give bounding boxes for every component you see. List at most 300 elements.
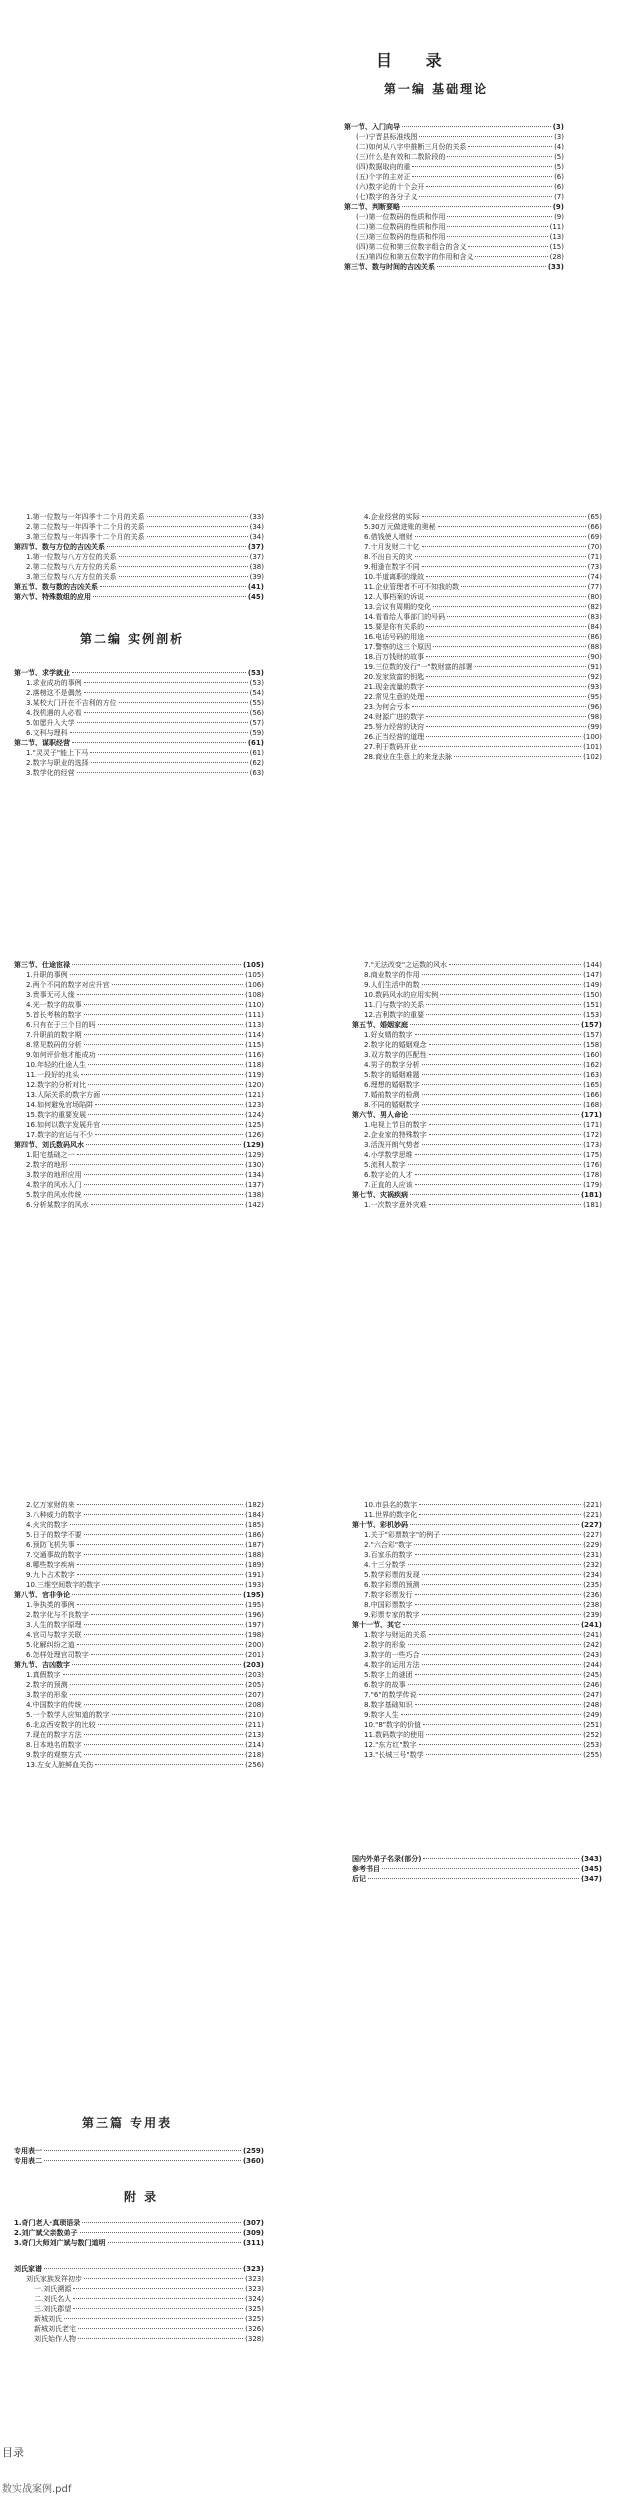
toc-section-entry[interactable]	[344, 122, 564, 132]
toc-entry[interactable]	[352, 722, 602, 732]
toc-entry-title: 27.利于数码开业	[364, 743, 418, 751]
toc-section-entry[interactable]	[14, 592, 264, 602]
toc-entry-title: 17.数字的官运与不少	[26, 1131, 94, 1139]
toc-section-entry[interactable]	[14, 2156, 264, 2166]
toc-leader-dots	[84, 1014, 243, 1015]
toc-page-number: (33)	[249, 513, 264, 521]
toc-section-entry[interactable]	[352, 1848, 602, 1863]
toc-page-number: (105)	[242, 961, 264, 969]
toc-entry[interactable]	[14, 970, 264, 980]
toc-entry-title: 第三节、数与时间的吉凶关系	[344, 263, 435, 271]
footer-filename[interactable]: 数实战案例.pdf	[2, 2484, 72, 2495]
toc-page-number: (185)	[245, 1521, 264, 1529]
toc-entry-title: 10.数码风水的应用实例	[364, 991, 439, 999]
toc-section-entry[interactable]	[14, 1660, 264, 1670]
toc-page-number: (157)	[580, 1021, 602, 1029]
toc-entry[interactable]	[352, 1530, 602, 1540]
toc-entry[interactable]	[352, 1700, 602, 1710]
toc-entry[interactable]	[352, 1070, 602, 1080]
toc-entry[interactable]	[352, 1010, 602, 1020]
toc-entry[interactable]	[14, 1730, 264, 1740]
toc-page-number: (210)	[245, 1711, 264, 1719]
toc-entry[interactable]	[14, 990, 264, 1000]
toc-entry[interactable]	[352, 970, 602, 980]
toc-entry[interactable]	[344, 242, 564, 252]
toc-entry[interactable]	[352, 1670, 602, 1680]
toc-entry[interactable]	[352, 980, 602, 990]
toc-entry[interactable]	[14, 1670, 264, 1680]
toc-entry-title: (一)宁晋县标准线图	[356, 133, 418, 141]
toc-entry[interactable]	[352, 1500, 602, 1510]
toc-leader-dots	[429, 1204, 581, 1205]
toc-entry[interactable]	[352, 1510, 602, 1520]
toc-entry[interactable]	[352, 1140, 602, 1150]
toc-section-entry[interactable]	[352, 1620, 602, 1630]
toc-entry[interactable]	[14, 1510, 264, 1520]
toc-entry[interactable]	[14, 572, 264, 582]
toc-entry[interactable]	[352, 572, 602, 582]
toc-entry[interactable]	[14, 698, 264, 708]
toc-entry[interactable]	[352, 1170, 602, 1180]
toc-entry[interactable]	[352, 1680, 602, 1690]
toc-entry[interactable]	[14, 1740, 264, 1750]
toc-entry-title: 6.理想的婚姻数字	[364, 1081, 420, 1089]
toc-entry[interactable]	[344, 132, 564, 142]
toc-entry[interactable]	[352, 1160, 602, 1170]
toc-page-number: (83)	[587, 613, 602, 621]
toc-page-number: (3)	[554, 133, 564, 141]
toc-entry[interactable]	[14, 2284, 264, 2294]
toc-entry-title: 10."8"数字的价值	[364, 1721, 422, 1729]
toc-entry[interactable]	[14, 1610, 264, 1620]
toc-section-entry[interactable]	[352, 1020, 602, 1030]
toc-entry[interactable]	[352, 682, 602, 692]
toc-page-number: (343)	[580, 1855, 602, 1863]
toc-entry-title: 13.人际关系的数字方面	[26, 1091, 101, 1099]
toc-entry[interactable]	[344, 232, 564, 242]
toc-entry[interactable]	[14, 1080, 264, 1090]
toc-leader-dots	[402, 206, 551, 207]
toc-entry-title: 7.婚前数字的检测	[364, 1091, 420, 1099]
toc-entry[interactable]	[352, 960, 602, 970]
toc-entry-title: 1.奇门老人·真琐语录	[14, 2219, 81, 2227]
toc-entry-title: 新城刘氏	[34, 2315, 62, 2323]
toc-entry[interactable]	[352, 662, 602, 672]
toc-entry[interactable]	[352, 1730, 602, 1740]
toc-entry-title: 4.官司与数字关联	[26, 1631, 82, 1639]
toc-entry[interactable]	[14, 552, 264, 562]
toc-entry[interactable]	[14, 1710, 264, 1720]
toc-section-entry[interactable]	[352, 1190, 602, 1200]
toc-entry[interactable]	[352, 742, 602, 752]
toc-p5-tables-column	[14, 2146, 264, 2166]
toc-entry[interactable]	[14, 1200, 264, 1210]
toc-entry[interactable]	[14, 1560, 264, 1570]
toc-entry[interactable]	[14, 678, 264, 688]
toc-entry-title: 第三节、仕途宦禄	[14, 961, 70, 969]
toc-entry[interactable]	[14, 1550, 264, 1560]
toc-entry[interactable]	[352, 732, 602, 742]
toc-leader-dots	[84, 1534, 243, 1535]
toc-entry[interactable]	[344, 152, 564, 162]
toc-page-number: (241)	[583, 1631, 602, 1639]
toc-entry[interactable]	[352, 1090, 602, 1100]
toc-leader-dots	[382, 1868, 579, 1869]
toc-entry[interactable]	[352, 512, 602, 522]
toc-entry[interactable]	[352, 712, 602, 722]
toc-entry[interactable]	[352, 1050, 602, 1060]
toc-entry-title: 8.商业数字的作用	[364, 971, 420, 979]
toc-entry[interactable]	[352, 1600, 602, 1610]
toc-entry[interactable]	[352, 1640, 602, 1650]
toc-entry[interactable]	[352, 1130, 602, 1140]
toc-entry[interactable]	[14, 2274, 264, 2284]
toc-leader-dots	[72, 1664, 241, 1665]
toc-title: 目 录	[376, 51, 456, 70]
toc-page-number: (118)	[245, 1061, 264, 1069]
toc-entry[interactable]	[344, 182, 564, 192]
toc-entry[interactable]	[14, 1760, 264, 1770]
toc-page-number: (241)	[580, 1621, 602, 1629]
toc-entry[interactable]	[352, 602, 602, 612]
toc-entry[interactable]	[14, 562, 264, 572]
toc-entry[interactable]	[344, 162, 564, 172]
toc-entry[interactable]	[352, 1180, 602, 1190]
toc-page-number: (323)	[242, 2265, 264, 2273]
toc-page-number: (56)	[249, 709, 264, 717]
toc-leader-dots	[419, 1744, 582, 1745]
toc-entry[interactable]	[14, 1750, 264, 1760]
toc-entry[interactable]	[14, 1090, 264, 1100]
toc-entry[interactable]	[14, 1720, 264, 1730]
toc-page-number: (71)	[587, 553, 602, 561]
toc-leader-dots	[84, 1004, 243, 1005]
toc-entry[interactable]	[14, 522, 264, 532]
toc-section-entry[interactable]	[14, 1590, 264, 1600]
toc-section-entry[interactable]	[344, 262, 564, 272]
toc-entry[interactable]	[352, 1720, 602, 1730]
toc-entry[interactable]	[352, 642, 602, 652]
toc-entry[interactable]	[14, 2324, 264, 2334]
toc-entry[interactable]	[352, 1560, 602, 1570]
toc-page-number: (115)	[245, 1041, 264, 1049]
toc-entry[interactable]	[352, 632, 602, 642]
toc-section-entry[interactable]	[14, 582, 264, 592]
toc-entry[interactable]	[14, 1600, 264, 1610]
toc-section-entry[interactable]	[14, 2218, 264, 2228]
toc-entry[interactable]	[14, 768, 264, 778]
toc-entry[interactable]	[14, 2304, 264, 2314]
toc-leader-dots	[91, 1204, 243, 1205]
toc-entry[interactable]	[14, 1620, 264, 1630]
toc-entry[interactable]	[14, 512, 264, 522]
toc-entry[interactable]	[14, 2294, 264, 2304]
toc-entry[interactable]	[14, 1500, 264, 1510]
toc-page-5	[0, 2100, 636, 2430]
toc-entry-title: 一.刘氏溯源	[34, 2285, 72, 2293]
toc-entry[interactable]	[352, 1040, 602, 1050]
toc-page-number: (239)	[583, 1611, 602, 1619]
toc-entry[interactable]	[14, 1680, 264, 1690]
toc-entry[interactable]	[352, 532, 602, 542]
toc-entry-title: 3.数字的形象	[26, 1691, 68, 1699]
toc-leader-dots	[119, 566, 248, 567]
toc-entry[interactable]	[14, 1520, 264, 1530]
toc-entry[interactable]	[352, 652, 602, 662]
toc-page-number: (176)	[583, 1161, 602, 1169]
toc-leader-dots	[78, 2328, 243, 2329]
toc-entry[interactable]	[14, 728, 264, 738]
toc-page-2	[0, 500, 636, 960]
toc-leader-dots	[422, 1144, 581, 1145]
toc-entry-title: 18.百万钱财的故事	[364, 653, 425, 661]
toc-page-number: (208)	[245, 1701, 264, 1709]
toc-section-entry[interactable]	[14, 2146, 264, 2156]
toc-leader-dots	[415, 1554, 581, 1555]
toc-entry[interactable]	[352, 1610, 602, 1620]
toc-leader-dots	[415, 1604, 581, 1605]
toc-entry-title: 2.亿万家财的来	[26, 1501, 75, 1509]
toc-entry[interactable]	[14, 1630, 264, 1640]
toc-entry[interactable]	[14, 1580, 264, 1590]
toc-entry[interactable]	[14, 1110, 264, 1120]
toc-section-entry[interactable]	[14, 2228, 264, 2238]
toc-entry-title: 9.数字人生	[364, 1711, 399, 1719]
toc-leader-dots	[84, 682, 248, 683]
toc-entry[interactable]	[14, 532, 264, 542]
toc-entry[interactable]	[14, 1030, 264, 1040]
toc-entry-title: 国内外弟子名录(部分)	[352, 1855, 422, 1863]
toc-page-number: (221)	[583, 1501, 602, 1509]
toc-entry[interactable]	[14, 1000, 264, 1010]
toc-entry[interactable]	[344, 192, 564, 202]
toc-entry[interactable]	[352, 1710, 602, 1720]
toc-entry-title: 5.30万元做进账的奥秘	[364, 523, 436, 531]
toc-entry-title: 9.相逢在数字不同	[364, 563, 420, 571]
toc-entry[interactable]	[352, 1540, 602, 1550]
toc-entry[interactable]	[14, 1180, 264, 1190]
toc-section-entry[interactable]	[14, 1140, 264, 1150]
toc-leader-dots	[415, 1594, 581, 1595]
toc-page-number: (171)	[580, 1111, 602, 1119]
toc-leader-dots	[414, 1544, 581, 1545]
toc-leader-dots	[119, 702, 248, 703]
toc-page-number: (39)	[249, 573, 264, 581]
toc-entry[interactable]	[344, 252, 564, 262]
toc-page-number: (181)	[580, 1191, 602, 1199]
toc-entry[interactable]	[14, 688, 264, 698]
toc-entry[interactable]	[352, 990, 602, 1000]
toc-page-4	[0, 1500, 636, 2060]
toc-entry[interactable]	[14, 1070, 264, 1080]
toc-entry-title: 5.数学彩票的发现	[364, 1571, 420, 1579]
toc-page-number: (74)	[587, 573, 602, 581]
toc-entry-title: 8.哪些数字疾病	[26, 1561, 75, 1569]
toc-page-number: (88)	[587, 643, 602, 651]
toc-entry[interactable]	[352, 1740, 602, 1750]
toc-entry[interactable]	[352, 1570, 602, 1580]
toc-entry[interactable]	[352, 592, 602, 602]
toc-entry[interactable]	[352, 1750, 602, 1760]
toc-entry[interactable]	[14, 1700, 264, 1710]
toc-entry-title: 1.好女婿的数字	[364, 1031, 413, 1039]
toc-leader-dots	[422, 1084, 581, 1085]
toc-leader-dots	[408, 1644, 581, 1645]
toc-entry[interactable]	[14, 1060, 264, 1070]
toc-entry[interactable]	[14, 748, 264, 758]
toc-entry[interactable]	[352, 1650, 602, 1660]
toc-page-number: (151)	[583, 1001, 602, 1009]
toc-entry[interactable]	[14, 718, 264, 728]
toc-section-entry[interactable]	[14, 2238, 264, 2248]
toc-page-number: (45)	[247, 593, 264, 601]
toc-leader-dots	[426, 1014, 581, 1015]
toc-entry[interactable]	[352, 752, 602, 762]
toc-entry[interactable]	[14, 2314, 264, 2324]
toc-entry[interactable]	[14, 1640, 264, 1650]
toc-entry[interactable]	[352, 622, 602, 632]
toc-entry-title: 9.人们生活中的数	[364, 981, 420, 989]
toc-leader-dots	[440, 994, 581, 995]
toc-page-number: (246)	[583, 1681, 602, 1689]
toc-entry-title: 4.找机遇的人必看	[26, 709, 82, 717]
toc-entry[interactable]	[352, 582, 602, 592]
toc-page-number: (91)	[587, 663, 602, 671]
toc-leader-dots	[90, 752, 248, 753]
toc-entry[interactable]	[352, 1690, 602, 1700]
toc-entry[interactable]	[14, 1020, 264, 1030]
toc-entry[interactable]	[352, 1080, 602, 1090]
toc-entry[interactable]	[352, 522, 602, 532]
toc-leader-dots	[419, 746, 581, 747]
toc-entry[interactable]	[352, 1000, 602, 1010]
toc-entry-title: 2.第二位数与一年四季十二个月的关系	[26, 523, 145, 531]
toc-entry-title: 第五节、婚姻家庭	[352, 1021, 408, 1029]
toc-entry-title: 9.数字的观察方式	[26, 1751, 82, 1759]
toc-entry[interactable]	[352, 1150, 602, 1160]
toc-leader-dots	[415, 1154, 581, 1155]
toc-entry-title: 2.数字化与不良数字	[26, 1611, 89, 1619]
toc-entry[interactable]	[14, 1690, 264, 1700]
toc-entry[interactable]	[344, 212, 564, 222]
toc-leader-dots	[433, 646, 585, 647]
toc-entry[interactable]	[352, 1030, 602, 1040]
toc-page-number: (11)	[549, 223, 564, 231]
toc-page-number: (238)	[583, 1601, 602, 1609]
toc-entry[interactable]	[352, 1590, 602, 1600]
toc-entry[interactable]	[344, 142, 564, 152]
toc-section-entry[interactable]	[14, 738, 264, 748]
toc-entry[interactable]	[14, 1010, 264, 1020]
toc-section-entry[interactable]	[14, 668, 264, 678]
toc-entry[interactable]	[14, 2334, 264, 2344]
toc-entry[interactable]	[14, 758, 264, 768]
toc-page-number: (160)	[583, 1051, 602, 1059]
toc-leader-dots	[426, 626, 585, 627]
toc-entry[interactable]	[14, 1040, 264, 1050]
toc-p2-left-column	[14, 512, 264, 602]
toc-entry[interactable]	[352, 552, 602, 562]
toc-entry[interactable]	[352, 1100, 602, 1110]
toc-entry[interactable]	[352, 1550, 602, 1560]
toc-entry[interactable]	[14, 1160, 264, 1170]
toc-entry-title: 2.数字与职业的选择	[26, 759, 89, 767]
toc-entry-title: (二)如何从八字中推断三月份的关系	[356, 143, 467, 151]
toc-section-entry[interactable]	[352, 1520, 602, 1530]
toc-entry[interactable]	[352, 1120, 602, 1130]
toc-entry[interactable]	[14, 1540, 264, 1550]
toc-leader-dots	[88, 1084, 243, 1085]
toc-section-entry[interactable]	[14, 542, 264, 552]
toc-section-entry[interactable]	[344, 202, 564, 212]
toc-entry[interactable]	[352, 692, 602, 702]
toc-leader-dots	[447, 236, 547, 237]
toc-entry-title: 10.三维空间数字的数字	[26, 1581, 101, 1589]
toc-entry[interactable]	[14, 708, 264, 718]
toc-leader-dots	[84, 1194, 243, 1195]
toc-entry-title: 11.世界的数字化	[364, 1511, 418, 1519]
toc-entry-title: 1.第一位数与一年四季十二个月的关系	[26, 513, 145, 521]
toc-entry[interactable]	[14, 1190, 264, 1200]
toc-entry[interactable]	[344, 222, 564, 232]
toc-leader-dots	[408, 1564, 581, 1565]
toc-entry[interactable]	[352, 1060, 602, 1070]
toc-leader-dots	[422, 546, 586, 547]
toc-entry[interactable]	[14, 1150, 264, 1160]
toc-entry[interactable]	[14, 1100, 264, 1110]
toc-entry[interactable]	[352, 612, 602, 622]
toc-section-entry[interactable]	[352, 1110, 602, 1120]
toc-leader-dots	[447, 616, 585, 617]
toc-leader-dots	[402, 126, 551, 127]
toc-entry[interactable]	[352, 1660, 602, 1670]
toc-page-number: (166)	[583, 1091, 602, 1099]
toc-entry[interactable]	[14, 1170, 264, 1180]
toc-page-number: (203)	[245, 1671, 264, 1679]
toc-page-number: (4)	[554, 143, 564, 151]
toc-entry[interactable]	[352, 562, 602, 572]
toc-entry[interactable]	[344, 172, 564, 182]
toc-entry[interactable]	[352, 1580, 602, 1590]
toc-entry[interactable]	[352, 1200, 602, 1210]
toc-entry[interactable]	[352, 1630, 602, 1640]
toc-leader-dots	[70, 732, 248, 733]
toc-leader-dots	[468, 146, 552, 147]
toc-section-entry[interactable]	[14, 960, 264, 970]
toc-entry[interactable]	[14, 1050, 264, 1060]
toc-entry[interactable]	[14, 1530, 264, 1540]
toc-entry[interactable]	[14, 1120, 264, 1130]
toc-entry[interactable]	[14, 1130, 264, 1140]
toc-entry-title: 6.北京西安数字的比较	[26, 1721, 96, 1729]
toc-section-entry[interactable]	[14, 2264, 264, 2274]
toc-leader-dots	[84, 712, 248, 713]
toc-entry[interactable]	[14, 1570, 264, 1580]
toc-page-number: (6)	[554, 183, 564, 191]
toc-page-number: (101)	[583, 743, 602, 751]
toc-entry-title: 刘氏家谱	[14, 2265, 42, 2273]
toc-page-number: (153)	[583, 1011, 602, 1019]
toc-entry[interactable]	[14, 1650, 264, 1660]
toc-page-number: (113)	[245, 1021, 264, 1029]
toc-entry[interactable]	[14, 980, 264, 990]
toc-entry[interactable]	[352, 672, 602, 682]
toc-page-number: (184)	[245, 1511, 264, 1519]
toc-leader-dots	[429, 1124, 581, 1125]
toc-entry[interactable]	[352, 702, 602, 712]
toc-leader-dots	[415, 1034, 581, 1035]
toc-entry[interactable]	[352, 542, 602, 552]
